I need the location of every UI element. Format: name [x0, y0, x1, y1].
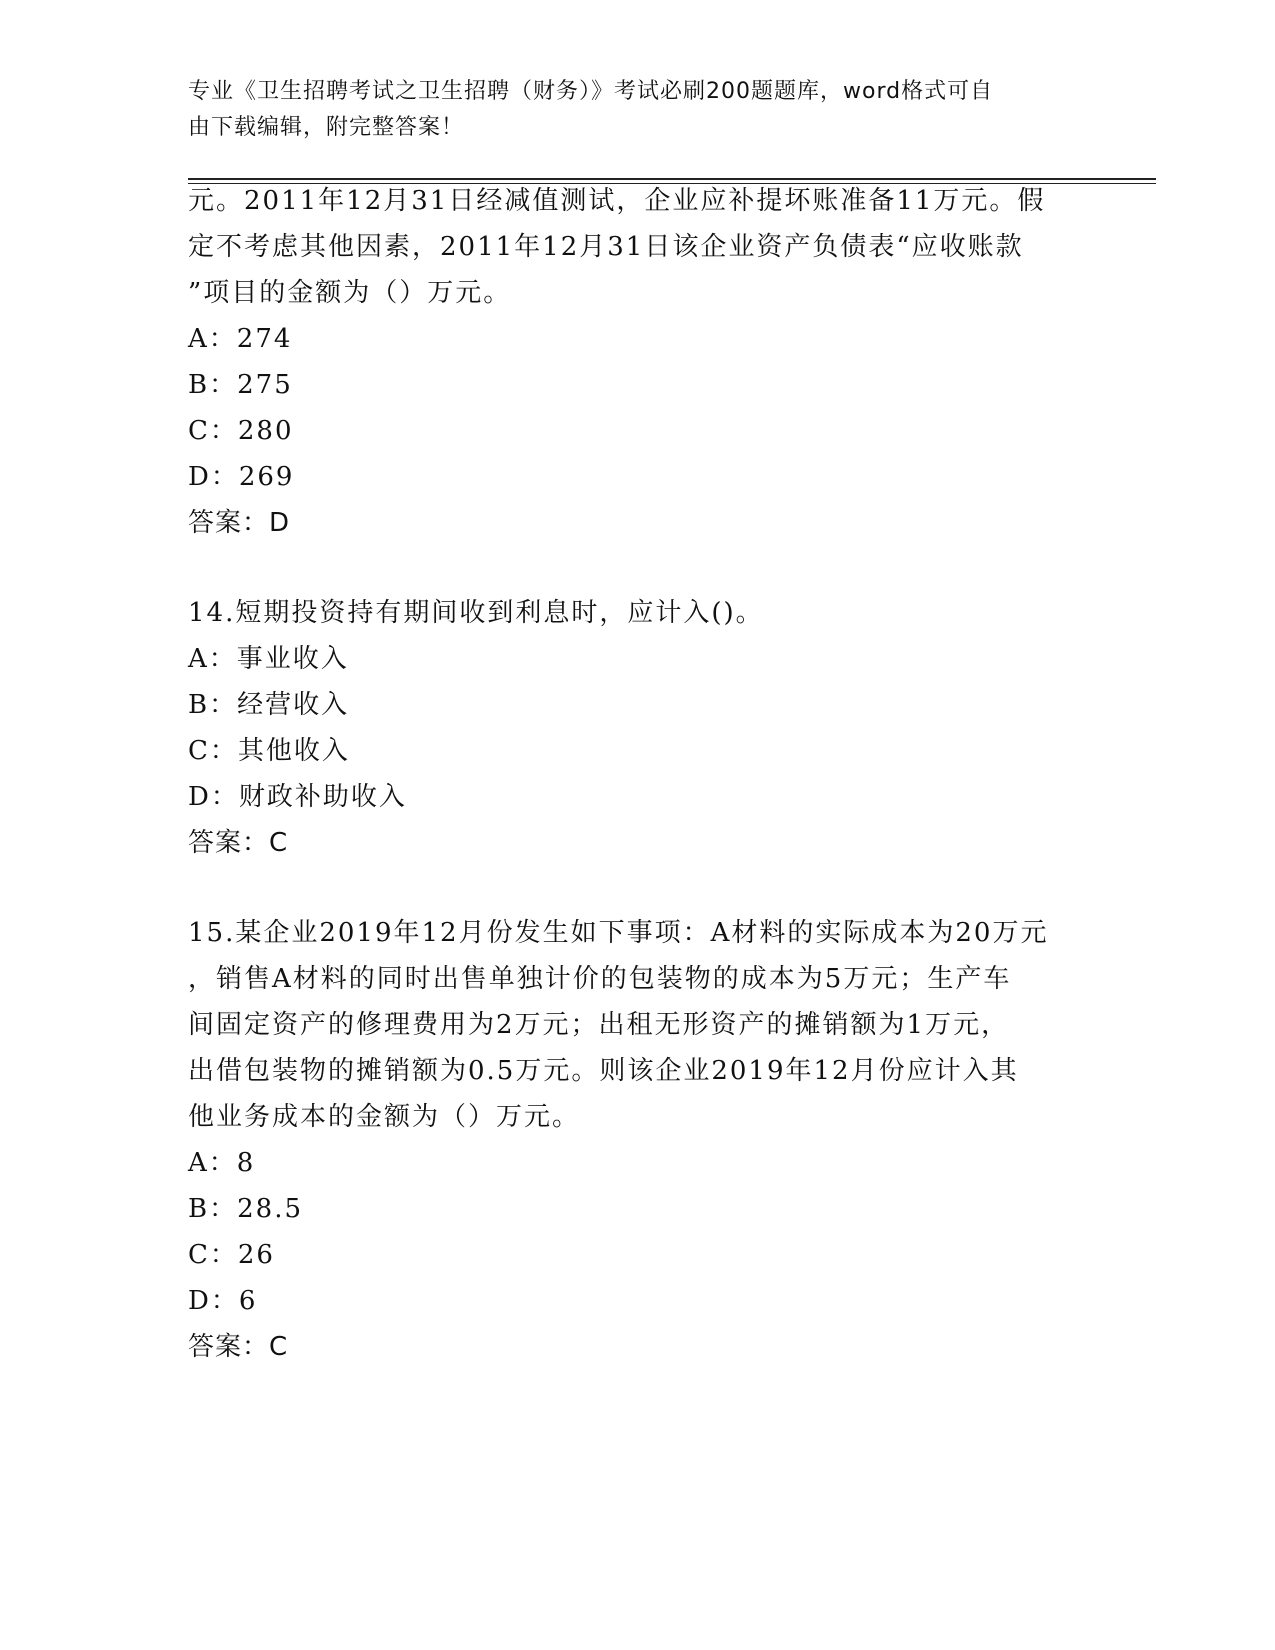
question-text-line: 元。2011年12月31日经减值测试，企业应补提坏账准备11万元。假: [188, 186, 1046, 216]
option-b: B：经营收入: [188, 690, 350, 720]
question-text-line: ”项目的金额为（）万元。: [188, 278, 512, 308]
option-b: B：28.5: [188, 1194, 303, 1224]
option-c: C：其他收入: [188, 736, 350, 766]
question-text-line: ，销售A材料的同时出售单独计价的包装物的成本为5万元；生产车: [188, 964, 1012, 994]
option-c: C：280: [188, 416, 294, 446]
option-b: B：275: [188, 370, 293, 400]
question-text-line: 他业务成本的金额为（）万元。: [188, 1102, 581, 1132]
option-c: C：26: [188, 1240, 275, 1270]
question-text-line: 出借包装物的摊销额为0.5万元。则该企业2019年12月份应计入其: [188, 1056, 1019, 1086]
answer: 答案：C: [188, 1332, 289, 1362]
question-text-line: 14.短期投资持有期间收到利息时，应计入()。: [188, 598, 764, 628]
answer: 答案：C: [188, 828, 289, 858]
spacer: [188, 546, 1088, 590]
question-14: [188, 590, 1088, 866]
option-d: D：6: [188, 1286, 258, 1316]
document-header: [188, 74, 1068, 146]
option-d: D：财政补助收入: [188, 782, 407, 812]
question-15: [188, 910, 1088, 1370]
question-list: [188, 178, 1088, 1370]
question-text-line: 间固定资产的修理费用为2万元；出租无形资产的摊销额为1万元，: [188, 1010, 1010, 1040]
header-line: 由下载编辑，附完整答案！: [188, 115, 465, 140]
question-text-line: 15.某企业2019年12月份发生如下事项：A材料的实际成本为20万元: [188, 918, 1049, 948]
question-13: [188, 178, 1088, 546]
answer: 答案：D: [188, 508, 291, 538]
option-a: A：8: [188, 1148, 256, 1178]
option-a: A：274: [188, 324, 293, 354]
option-a: A：事业收入: [188, 644, 349, 674]
header-line: 专业《卫生招聘考试之卫生招聘（财务）》考试必刷200题题库，word格式可自: [188, 79, 994, 104]
question-text-line: 定不考虑其他因素，2011年12月31日该企业资产负债表“应收账款: [188, 232, 1024, 262]
spacer: [188, 866, 1088, 910]
option-d: D：269: [188, 462, 295, 492]
